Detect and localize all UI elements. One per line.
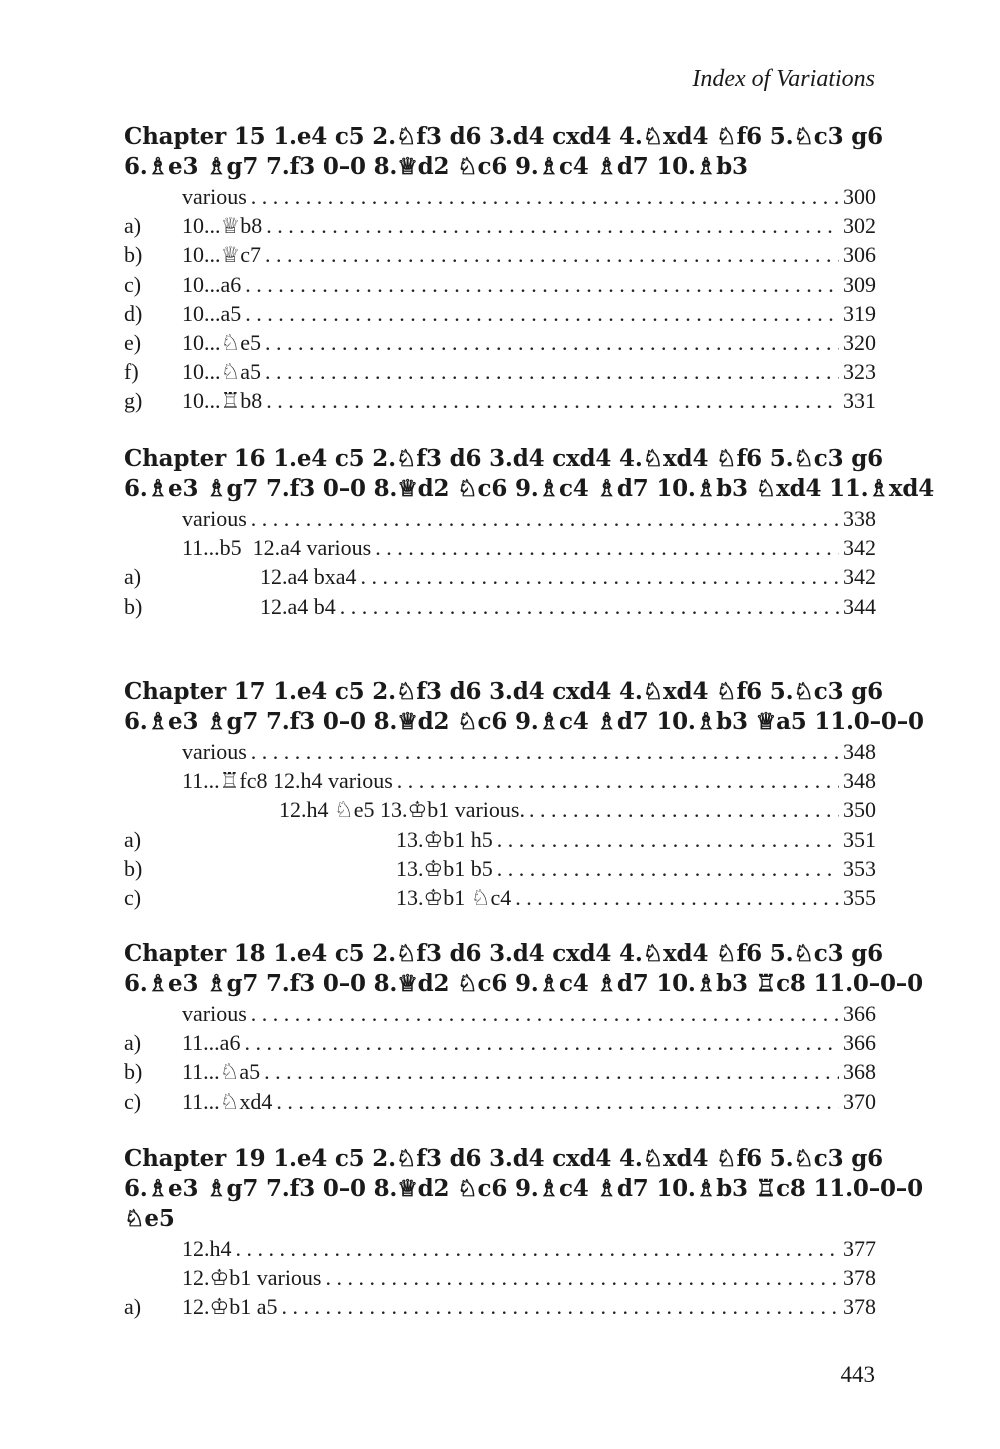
variation-page-number: 366	[843, 1001, 876, 1026]
variation-entry	[124, 737, 876, 766]
variation-entry	[124, 1057, 876, 1086]
chapter-heading-line: 6.♗e3 ♗g7 7.f3 0–0 8.♕d2 ♘c6 9.♗c4 ♗d7 10.♗b3 ♘xd4 11.♗xd4	[124, 475, 935, 502]
variation-entry	[124, 1234, 876, 1263]
variation-moves: 10...a6	[182, 271, 242, 297]
dot-leader	[251, 504, 839, 533]
variation-entry	[124, 795, 876, 824]
variation-moves: various	[182, 506, 247, 531]
variation-marker: b)	[124, 1059, 143, 1085]
variation-moves: 10...♘e5	[182, 329, 261, 355]
dot-leader	[266, 386, 839, 415]
variation-entry	[124, 1263, 876, 1292]
variation-moves: 10...♕c7	[182, 242, 261, 268]
variation-page-number: 320	[843, 329, 876, 355]
chapter-heading	[124, 677, 924, 737]
dot-leader	[375, 533, 839, 562]
dot-leader	[340, 592, 839, 621]
chapter-heading-line: Chapter 18 1.e4 c5 2.♘f3 d6 3.d4 cxd4 4.♘xd4 ♘f6 5.♘c3 g6	[124, 940, 883, 967]
chapter-section	[124, 122, 883, 416]
variation-entry	[124, 1292, 876, 1321]
dot-leader	[497, 825, 839, 854]
chapter-heading-line: Chapter 19 1.e4 c5 2.♘f3 d6 3.d4 cxd4 4.♘xd4 ♘f6 5.♘c3 g6	[124, 1145, 883, 1172]
chapter-heading	[124, 122, 883, 182]
variation-marker: e)	[124, 329, 142, 355]
variation-moves: various	[182, 1001, 247, 1026]
variation-entry	[124, 240, 876, 269]
variation-page-number: 323	[843, 359, 876, 385]
dot-leader	[251, 999, 839, 1028]
variation-marker: a)	[124, 213, 142, 239]
variation-moves: 12.a4 b4	[260, 593, 336, 619]
variation-marker: d)	[124, 300, 143, 326]
variation-entry	[124, 562, 876, 591]
variation-entry	[124, 211, 876, 240]
variation-page-number: 348	[843, 768, 876, 794]
variation-moves: 12.♔b1 a5	[182, 1294, 278, 1320]
variation-moves: 12.h4 ♘e5 13.♔b1 various.	[279, 797, 525, 823]
variation-page-number: 366	[843, 1030, 876, 1056]
variation-marker: c)	[124, 271, 142, 297]
chapter-heading	[124, 1144, 923, 1234]
chapter-heading-line: Chapter 16 1.e4 c5 2.♘f3 d6 3.d4 cxd4 4.♘xd4 ♘f6 5.♘c3 g6	[124, 445, 883, 472]
variation-moves: 10...♕b8	[182, 213, 263, 239]
running-head: Index of Variations	[692, 66, 875, 92]
chapter-section	[124, 1144, 923, 1322]
variation-moves: 13.♔b1 ♘c4	[396, 884, 512, 910]
variation-moves: 13.♔b1 b5	[396, 855, 493, 881]
variation-entry	[124, 299, 876, 328]
dot-leader	[244, 1028, 839, 1057]
variation-entry	[124, 999, 876, 1028]
variation-list	[124, 182, 876, 416]
variation-page-number: 302	[843, 213, 876, 239]
variation-marker: f)	[124, 359, 139, 385]
variation-page-number: 342	[843, 564, 876, 590]
variation-marker: g)	[124, 388, 143, 414]
variation-page-number: 378	[843, 1265, 876, 1291]
dot-leader	[265, 357, 839, 386]
variation-list	[124, 504, 876, 621]
variation-entry	[124, 182, 876, 211]
variation-page-number: 338	[843, 506, 876, 531]
variation-moves: 10...a5	[182, 300, 242, 326]
variation-page-number: 351	[843, 826, 876, 852]
variation-entry	[124, 533, 876, 562]
chapter-heading-line: 6.♗e3 ♗g7 7.f3 0–0 8.♕d2 ♘c6 9.♗c4 ♗d7 10.♗b3	[124, 153, 748, 180]
dot-leader	[265, 328, 839, 357]
variation-moves: 11...♘xd4	[182, 1088, 273, 1114]
dot-leader	[251, 737, 839, 766]
chapter-heading-line: Chapter 17 1.e4 c5 2.♘f3 d6 3.d4 cxd4 4.♘xd4 ♘f6 5.♘c3 g6	[124, 678, 883, 705]
variation-entry	[124, 386, 876, 415]
variation-page-number: 377	[843, 1236, 876, 1261]
dot-leader	[326, 1263, 840, 1292]
dot-leader	[245, 299, 839, 328]
variation-entry	[124, 592, 876, 621]
variation-page-number: 344	[843, 593, 876, 619]
dot-leader	[282, 1292, 840, 1321]
page-number: 443	[840, 1362, 875, 1387]
variation-page-number: 309	[843, 271, 876, 297]
variation-list	[124, 999, 876, 1116]
dot-leader	[266, 211, 839, 240]
variation-page-number: 331	[843, 388, 876, 414]
variation-entry	[124, 504, 876, 533]
variation-list	[124, 737, 876, 912]
dot-leader	[515, 883, 839, 912]
variation-entry	[124, 1087, 876, 1116]
variation-page-number: 300	[843, 184, 876, 209]
chapter-heading-line: ♘e5	[124, 1205, 175, 1232]
variation-marker: c)	[124, 884, 142, 910]
dot-leader	[397, 766, 839, 795]
variation-marker: b)	[124, 593, 143, 619]
variation-entry	[124, 854, 876, 883]
variation-moves: 10...♘a5	[182, 359, 261, 385]
variation-marker: a)	[124, 1294, 142, 1320]
variation-moves: 12.a4 bxa4	[260, 564, 357, 590]
chapter-heading-line: 6.♗e3 ♗g7 7.f3 0–0 8.♕d2 ♘c6 9.♗c4 ♗d7 10.♗b3 ♖c8 11.0–0–0	[124, 1175, 923, 1202]
variation-moves: 10...♖b8	[182, 388, 263, 414]
variation-page-number: 306	[843, 242, 876, 268]
variation-moves: 11...b5 12.a4 various	[182, 535, 372, 561]
variation-moves: various	[182, 739, 247, 764]
chapter-heading	[124, 444, 935, 504]
chapter-section	[124, 444, 935, 621]
dot-leader	[265, 240, 839, 269]
variation-moves: 11...♘a5	[182, 1059, 261, 1085]
dot-leader	[245, 270, 839, 299]
chapter-heading-line: 6.♗e3 ♗g7 7.f3 0–0 8.♕d2 ♘c6 9.♗c4 ♗d7 10.♗b3 ♖c8 11.0–0–0	[124, 970, 923, 997]
variation-page-number: 368	[843, 1059, 876, 1085]
dot-leader	[276, 1087, 839, 1116]
variation-entry	[124, 766, 876, 795]
variation-page-number: 370	[843, 1088, 876, 1114]
variation-page-number: 378	[843, 1294, 876, 1320]
variation-page-number: 319	[843, 300, 876, 326]
variation-moves: various	[182, 184, 247, 209]
variation-marker: b)	[124, 242, 143, 268]
chapter-section	[124, 677, 924, 912]
variation-page-number: 353	[843, 855, 876, 881]
variation-moves: 12.h4	[182, 1236, 232, 1261]
variation-marker: c)	[124, 1088, 142, 1114]
chapter-heading-line: Chapter 15 1.e4 c5 2.♘f3 d6 3.d4 cxd4 4.♘xd4 ♘f6 5.♘c3 g6	[124, 123, 883, 150]
dot-leader	[264, 1057, 839, 1086]
dot-leader	[236, 1234, 840, 1263]
chapter-heading-line: 6.♗e3 ♗g7 7.f3 0–0 8.♕d2 ♘c6 9.♗c4 ♗d7 10.♗b3 ♕a5 11.0–0–0	[124, 708, 924, 735]
dot-leader	[361, 562, 839, 591]
variation-entry	[124, 883, 876, 912]
chapter-heading	[124, 939, 923, 999]
variation-marker: a)	[124, 564, 142, 590]
dot-leader	[529, 795, 839, 824]
variation-moves: 11...a6	[182, 1030, 241, 1056]
variation-list	[124, 1234, 876, 1322]
variation-entry	[124, 328, 876, 357]
chapter-section	[124, 939, 923, 1116]
variation-page-number: 342	[843, 535, 876, 561]
variation-page-number: 355	[843, 884, 876, 910]
variation-entry	[124, 270, 876, 299]
variation-entry	[124, 357, 876, 386]
variation-moves: 11...♖fc8 12.h4 various	[182, 768, 393, 794]
variation-marker: a)	[124, 826, 142, 852]
variation-moves: 12.♔b1 various	[182, 1265, 322, 1291]
variation-marker: a)	[124, 1030, 142, 1056]
variation-entry	[124, 825, 876, 854]
variation-entry	[124, 1028, 876, 1057]
variation-page-number: 350	[843, 797, 876, 823]
dot-leader	[251, 182, 839, 211]
variation-marker: b)	[124, 855, 143, 881]
variation-page-number: 348	[843, 739, 876, 764]
dot-leader	[497, 854, 839, 883]
variation-moves: 13.♔b1 h5	[396, 826, 493, 852]
